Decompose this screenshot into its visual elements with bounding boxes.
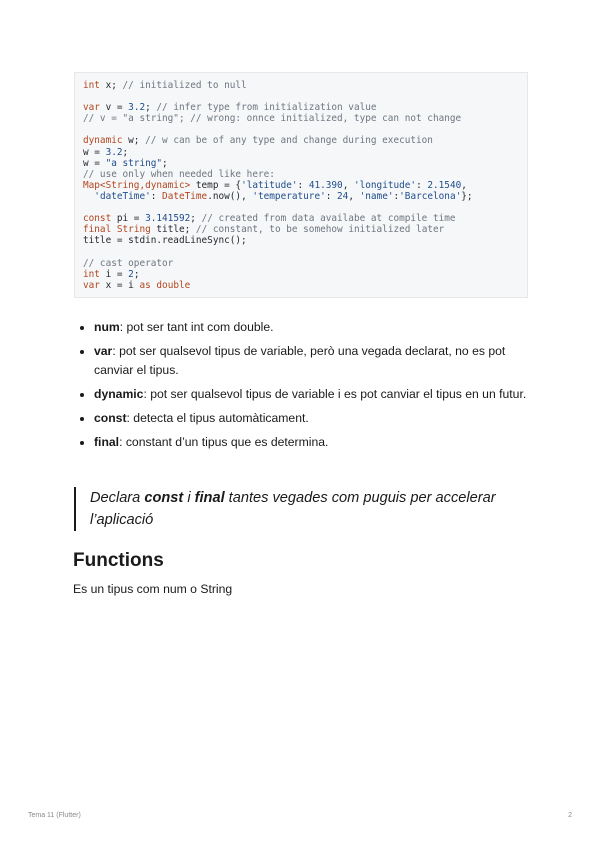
code-line [83,235,519,246]
code-token: x; [99,80,123,91]
quote-term-final: final [194,490,225,506]
code-token: }; [461,190,473,202]
code-token: final [83,224,112,236]
code-line [83,124,519,135]
code-line [83,91,519,102]
code-token: 2 [128,268,134,280]
bullet-list [74,318,530,457]
bullet-item-final [74,433,530,452]
code-token: as [139,279,151,291]
code-token: : [297,179,309,191]
code-token: : [150,190,163,202]
code-token: 2.1540 [427,179,462,191]
code-token: 3.141592 [145,213,191,225]
code-line [83,191,519,202]
code-token: // w can be of any type and change during execution [145,135,433,147]
code-token: 'latitude' [241,179,298,191]
bullet-dot [80,350,84,354]
code-line [83,202,519,213]
code-line [83,224,519,235]
code-token: dynamic [83,135,123,147]
code-line [83,213,519,224]
code-line [83,269,519,280]
bullet-dot [80,441,84,445]
code-token: .now(), [207,190,253,202]
code-token: 'dateTime' [94,190,151,202]
code-token: 'Barcelona' [399,190,462,202]
code-token: "a string" [105,157,163,169]
code-token: DateTime [162,190,208,202]
code-token: 'longitude' [353,179,417,191]
code-token: // cast operator [83,257,174,269]
code-token: double [156,279,191,291]
code-line [83,135,519,146]
bullet-dot [80,393,84,397]
code-token: // use only when needed like here: [83,168,275,180]
code-line [83,102,519,113]
bullet-text: : detecta el tipus automàticament. [126,411,309,425]
bullet-text: : pot ser tant int com double. [119,320,274,334]
section-heading: Functions [73,550,164,571]
code-token: ; [133,268,140,280]
code-line [83,147,519,158]
quote-prefix: Declara [90,490,145,506]
code-token: w = [83,146,106,158]
bullet-text: : pot ser qualsevol tipus de variable i es pot canviar el tipus en un futur. [143,387,527,401]
code-token: 3.2 [105,146,123,158]
page-number: 2 [568,812,572,819]
code-token: : [325,190,338,202]
code-token: int [83,80,100,91]
code-token: 'name' [359,190,394,202]
bullet-item-dynamic [74,385,530,404]
section-paragraph: Es un tipus com num o String [73,582,233,596]
code-token: const [83,213,112,225]
code-token: 41.390 [308,179,343,191]
bullet-term: const [94,411,127,425]
code-token: , [461,179,467,191]
code-token: pi = [111,213,146,225]
code-line [83,158,519,169]
code-token: , [348,190,360,202]
code-line [83,246,519,257]
code-token: ; [190,213,202,225]
code-token: title; [150,224,196,236]
code-token: var [83,102,100,114]
code-token: 3.2 [128,102,146,114]
bullet-term: final [94,435,120,449]
quote-suffix: tantes vegades com puguis per accelerar l’aplicació [90,490,496,528]
code-token: // initialized to null [122,80,247,91]
code-token: // created from data availabe at compile time [201,213,456,225]
code-line [83,180,519,191]
code-token: x = i [99,279,140,291]
bullet-item-const [74,409,530,428]
code-token: ; [145,102,157,114]
code-token: String [116,224,151,236]
code-block [74,72,528,298]
code-line [83,80,519,91]
bullet-dot [80,417,84,421]
bullet-term: dynamic [94,387,144,401]
bullet-dot [80,326,84,330]
bullet-item-num [74,318,530,337]
quote-term-const: const [144,490,184,506]
code-token: w = [83,157,106,169]
code-token: 24 [337,190,349,202]
code-token: // constant, to be somehow initialized later [195,224,445,236]
code-token: // v = "a string"; // wrong: onnce initialized, type can not change [83,113,462,125]
code-line [83,113,519,124]
callout-quote [74,487,530,531]
code-token: title = stdin.readLineSync(); [83,235,247,247]
code-line [83,258,519,269]
code-token: temp = { [190,179,242,191]
code-token: w; [122,135,146,147]
code-token [83,191,94,202]
bullet-text: : constant d’un tipus que es determina. [119,435,329,449]
quote-mid: i [183,490,195,506]
code-token: int [83,268,100,280]
footer-title: Tema 11 (Flutter) [28,812,81,819]
bullet-term: num [94,320,120,334]
bullet-text: : pot ser qualsevol tipus de variable, però una vegada declarat, no es pot canviar el tipus. [94,344,506,377]
code-token: , [342,179,354,191]
code-token: : [416,179,428,191]
code-token: i = [99,268,129,280]
code-token: // infer type from initialization value [156,102,377,114]
code-line [83,280,519,291]
code-token: v = [99,102,129,114]
code-token: Map<String,dynamic> [83,179,191,191]
code-token: ; [162,157,168,169]
code-token: ; [122,146,129,158]
code-token: var [83,279,100,291]
bullet-term: var [94,344,113,358]
code-token: : [393,190,400,202]
bullet-item-var [74,342,530,380]
code-line [83,169,519,180]
code-token: 'temperature' [252,190,326,202]
